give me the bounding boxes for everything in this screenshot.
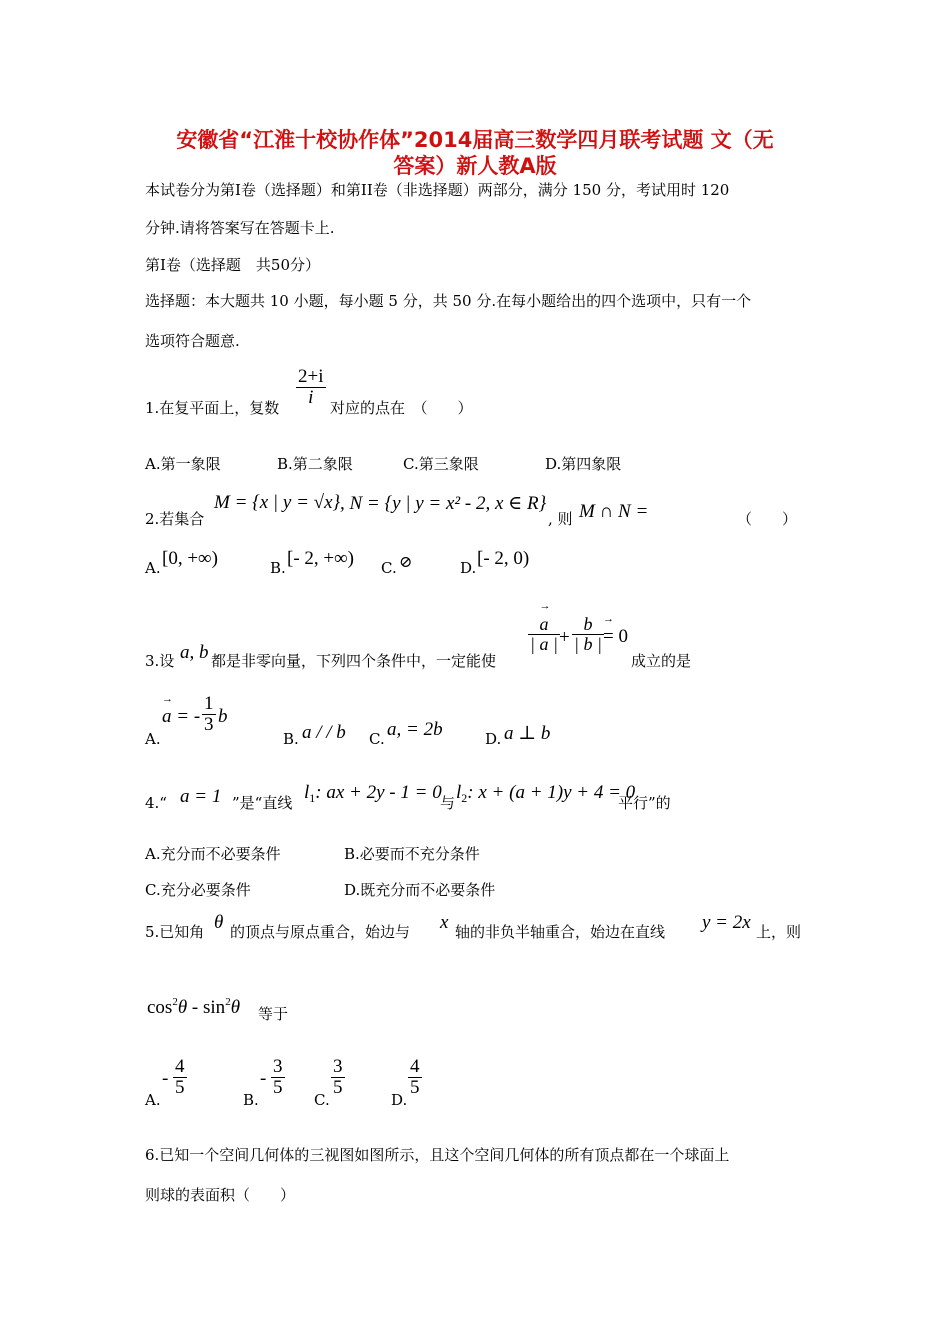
q3-option-a-denominator: 3 (204, 713, 214, 735)
q5-option-a-denominator: 5 (175, 1076, 185, 1098)
intro-line1: 本试卷分为第Ⅰ卷（选择题）和第ⅠⅠ卷（非选择题）两部分，满分 150 分，考试用时 120 (145, 181, 730, 199)
q3-option-d-value: a ⊥ b (504, 723, 551, 744)
q1-fraction-numerator: 2+i (298, 366, 324, 387)
q5-option-b-numerator: 3 (273, 1056, 283, 1077)
q2-option-c-value: ⊘ (399, 554, 413, 571)
intro-line2: 分钟.请将答案写在答题卡上. (145, 219, 335, 237)
q5-option-b-label: B. (243, 1091, 259, 1109)
q5-option-a-numerator: 4 (175, 1056, 185, 1077)
part1-header: 第Ⅰ卷（选择题 共50分） (145, 256, 321, 274)
q3-text-before: 3.设 (145, 652, 175, 670)
q4-condition: a = 1 (180, 786, 222, 807)
q2-answer-paren: （ ） (737, 510, 798, 528)
q4-text-mid1: ”是“直线 (232, 794, 293, 812)
q3-fraction-b-denominator: | b | (574, 633, 602, 654)
q6-line2: 则球的表面积（ ） (145, 1186, 296, 1204)
q3-fraction-a (528, 615, 560, 654)
q3-plus: + (559, 627, 570, 648)
q5-option-b-fraction (271, 1057, 285, 1098)
q4-option-d: D.既充分而不必要条件 (344, 881, 496, 899)
q5-option-c-numerator: 3 (333, 1056, 343, 1077)
q3-option-a-numerator: 1 (204, 693, 214, 714)
q3-option-c-label: C. (369, 730, 385, 748)
q3-fraction-a-denominator: | a | (530, 633, 558, 654)
q3-equals-zero: → = 0 (603, 626, 628, 648)
q5-option-c-label: C. (314, 1091, 330, 1109)
q5-option-a-sign: - (162, 1068, 169, 1089)
q5-text1: 5.已知角 (145, 923, 205, 941)
q5-text4: 上，则 (756, 923, 802, 941)
q2-intersection-expr: M ∩ N = (579, 501, 649, 522)
q5-option-d-label: D. (391, 1091, 408, 1109)
document-title-line2: 答案）新人教A版 (393, 154, 557, 178)
q4-option-c: C.充分必要条件 (145, 881, 251, 899)
q4-line1: $l_1$: ax + 2y - 1 = 0 (304, 782, 442, 805)
q5-theta: θ (214, 912, 224, 933)
q5-option-c-denominator: 5 (333, 1076, 343, 1098)
q2-option-b-label: B. (270, 559, 286, 577)
q2-option-a-label: A. (145, 559, 161, 577)
q4-option-b: B.必要而不充分条件 (344, 845, 480, 863)
q5-option-d-denominator: 5 (410, 1076, 420, 1098)
q4-line2: $l_2$: x + (a + 1)y + 4 = 0 (456, 782, 636, 805)
q4-option-a: A.充分而不必要条件 (145, 845, 281, 863)
q3-fraction-b-numerator: b (572, 615, 604, 635)
q1-text-before: 1.在复平面上，复数 (145, 399, 280, 417)
q2-set-n: , N = {y | y = x² - 2, x ∈ R} (340, 493, 547, 514)
q2-option-b-value: [- 2, +∞) (287, 548, 354, 569)
q3-option-c-value: a, = 2b (387, 719, 443, 740)
q2-set-m: M = {x | y = √x} (214, 492, 341, 513)
part1-instruction-line2: 选项符合题意. (145, 332, 240, 350)
q1-fraction (296, 367, 326, 408)
q5-line: y = 2x (702, 912, 751, 933)
q1-option-b: B.第二象限 (277, 455, 353, 473)
q5-text5: 等于 (258, 1005, 289, 1023)
q2-text-before: 2.若集合 (145, 510, 205, 528)
q5-text3: 轴的非负半轴重合，始边在直线 (455, 923, 666, 941)
q3-option-b-value: a / / b (302, 722, 346, 743)
part1-instruction-line1: 选择题：本大题共 10 小题，每小题 5 分，共 50 分.在每小题给出的四个选项中，只有一个 (145, 292, 752, 310)
q5-option-c-fraction (331, 1057, 345, 1098)
q5-option-d-fraction (408, 1057, 422, 1098)
q3-option-b-label: B. (283, 730, 299, 748)
q5-x-var: x (440, 912, 449, 933)
q3-fraction-b (572, 615, 604, 654)
q3-fraction-a-numerator: → a (539, 614, 548, 634)
q2-option-d-label: D. (460, 559, 477, 577)
q4-text-before: 4.“ (145, 794, 167, 812)
q1-fraction-denominator: i (308, 386, 314, 408)
q5-option-b-sign: - (260, 1068, 267, 1089)
q3-option-d-label: D. (485, 730, 502, 748)
q3-text-after: 成立的是 (631, 652, 692, 670)
q6-line1: 6.已知一个空间几何体的三视图如图所示，且这个空间几何体的所有顶点都在一个球面上 (145, 1146, 730, 1164)
q3-option-a-lhs: → a = - (162, 706, 200, 728)
q5-option-d-numerator: 4 (410, 1056, 420, 1077)
q1-option-a: A.第一象限 (145, 455, 221, 473)
q5-expression: $\cos^2\theta - \sin^2\theta$ (147, 996, 241, 1018)
q3-vars: a, b (180, 642, 209, 663)
q2-option-d-value: [- 2, 0) (477, 548, 530, 569)
q3-option-a-label: A. (145, 730, 161, 748)
q5-option-a-fraction (173, 1057, 187, 1098)
q3-option-a-fraction (202, 694, 216, 735)
q4-text-mid2: 与 (440, 794, 456, 812)
q5-text2: 的顶点与原点重合，始边与 (230, 923, 411, 941)
q5-option-a-label: A. (145, 1091, 161, 1109)
q2-option-a-value: [0, +∞) (162, 548, 218, 569)
q1-option-d: D.第四象限 (545, 455, 622, 473)
q2-text-mid: , 则 (548, 510, 573, 528)
q2-option-c-label: C. (381, 559, 397, 577)
q3-option-a-rhs: b (218, 706, 228, 727)
q5-option-b-denominator: 5 (273, 1076, 283, 1098)
document-title-line1: 安徽省“江淮十校协作体”2014届高三数学四月联考试题 文（无 (176, 128, 774, 152)
q3-text-mid: 都是非零向量，下列四个条件中，一定能使 (211, 652, 497, 670)
q1-text-after: 对应的点在 （ ） (330, 399, 473, 417)
q4-text-after: 平行”的 (618, 794, 671, 812)
q1-option-c: C.第三象限 (403, 455, 479, 473)
